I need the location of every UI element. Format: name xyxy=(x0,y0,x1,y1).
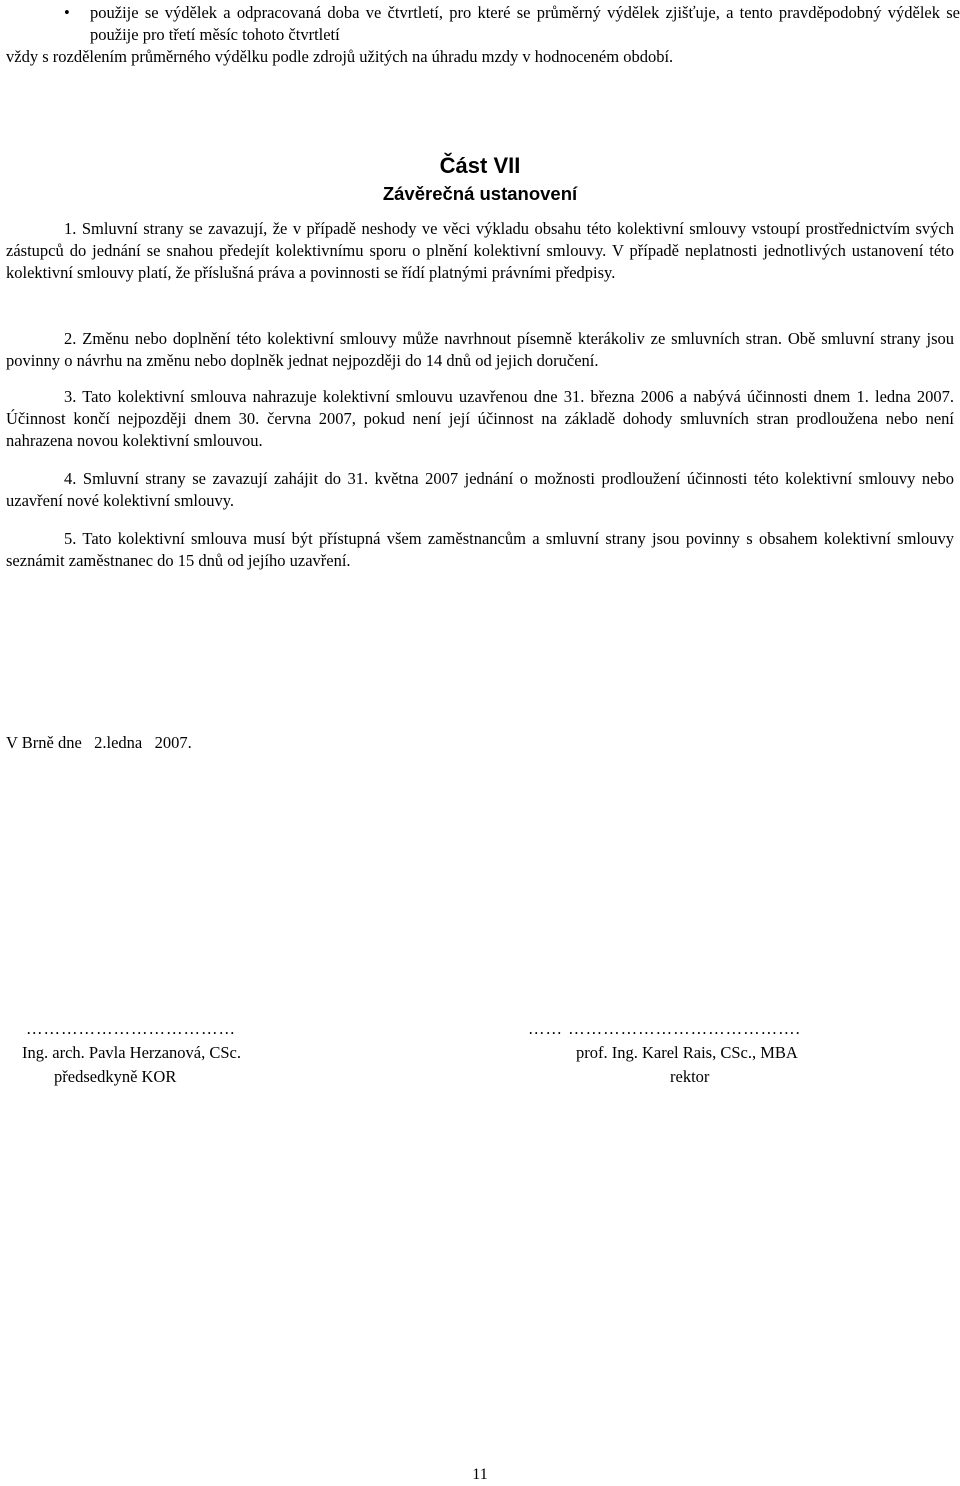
page-number: 11 xyxy=(472,1466,488,1483)
paragraph-5: 5. Tato kolektivní smlouva musí být přístupná všem zaměstnancům a smluvní strany jsou povinny s obsahem kolektivní smlouvy seznámit zaměstnanec do 15 dnů od jejího uzavření. xyxy=(6,529,954,570)
intro-bullet-text: použije se výdělek a odpracovaná doba ve čtvrtletí, pro které se průměrný výdělek zjišťuje, a tento pravděpodobný výdělek se použije pro třetí měsíc tohoto čtvrtletí xyxy=(90,3,960,44)
signature-line-left: ……………………………… xyxy=(26,1019,236,1038)
intro-continuation: vždy s rozdělením průměrného výdělku podle zdrojů užitých na úhradu mzdy v hodnoceném období. xyxy=(6,47,674,66)
signature-line-right: …… …………………………………. xyxy=(528,1019,801,1038)
place-date: V Brně dne 2.ledna 2007. xyxy=(6,733,192,752)
paragraph-3: 3. Tato kolektivní smlouva nahrazuje kolektivní smlouvu uzavřenou dne 31. března 2006 a nabývá účinnosti dnem 1. ledna 2007. Účinnost končí nejpozději dnem 30. června 2007, pokud není její účinnost na základě dohody smluvních stran prodloužena nebo není nahrazena novou kolektivní smlouvou. xyxy=(6,387,954,450)
signatory-name-left: Ing. arch. Pavla Herzanová, CSc. xyxy=(22,1043,242,1062)
signatory-role-right: rektor xyxy=(670,1067,710,1086)
paragraph-1: 1. Smluvní strany se zavazují, že v případě neshody ve věci výkladu obsahu této kolektivní smlouvy vstoupí prostřednictvím svých zástupců do jednání se snahou předejít kolektivnímu sporu o plnění kolektivní smlouvy. V případě neplatnosti jednotlivých ustanovení této kolektivní smlouvy platí, že příslušná práva a povinnosti se řídí platnými právními předpisy. xyxy=(6,219,954,282)
signatory-name-right: prof. Ing. Karel Rais, CSc., MBA xyxy=(576,1043,798,1062)
paragraph-2: 2. Změnu nebo doplnění této kolektivní smlouvy může navrhnout písemně kterákoliv ze smluvních stran. Obě smluvní strany jsou povinny o návrhu na změnu nebo doplněk jednat nejpozději do 14 dnů od jejich doručení. xyxy=(6,329,954,370)
section-title: Část VII xyxy=(439,153,521,178)
section-subtitle: Závěrečná ustanovení xyxy=(382,183,578,204)
signatory-role-left: předsedkyně KOR xyxy=(54,1067,177,1086)
bullet-icon: • xyxy=(64,3,70,22)
paragraph-4: 4. Smluvní strany se zavazují zahájit do 31. května 2007 jednání o možnosti prodloužení účinnosti této kolektivní smlouvy nebo uzavření nové kolektivní smlouvy. xyxy=(6,469,954,510)
